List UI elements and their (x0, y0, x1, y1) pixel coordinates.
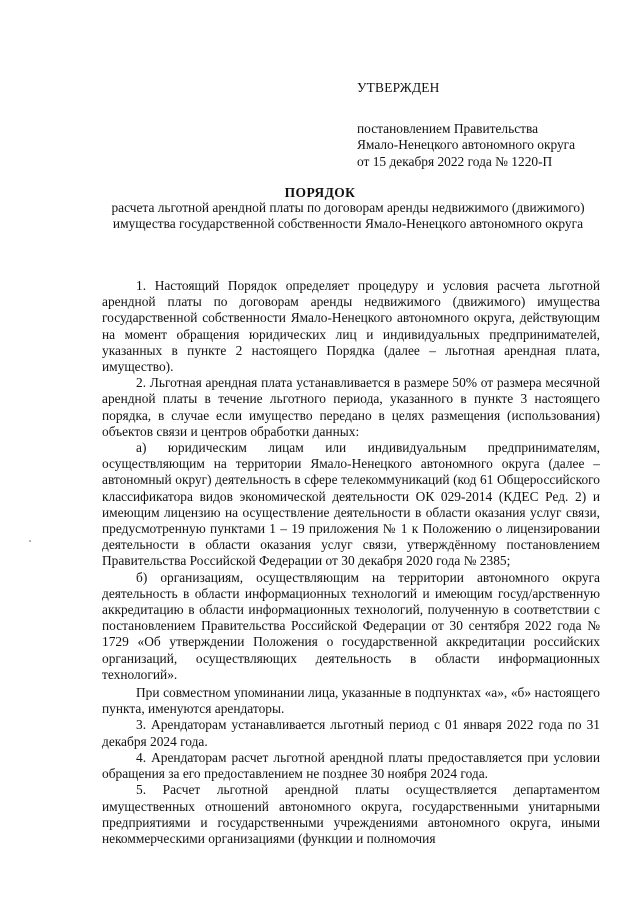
paragraph-4: 4. Арендаторам расчет льготной арендной платы предоставляется при условии обращения за его предоставлением не позднее 30 ноября 2024 года. (102, 749, 600, 782)
paragraph-1: 1. Настоящий Порядок определяет процедуру и условия расчета льготной арендной платы по договорам аренды недвижимого (движимого) имущества государственной собственности Ямало-Ненецкого автономного округа, действующим на момент обращения юридических лиц и индивидуальных предпринимателей, указанных в пункте 2 настоящего Порядка (далее – льготная арендная плата, имущество). (102, 278, 600, 375)
document-subtitle: расчета льготной арендной платы по договорам аренды недвижимого (движимого) имущества государственной собственности Ямало-Ненецкого автономного округа (111, 200, 585, 232)
scan-speck (29, 540, 31, 542)
document-title: ПОРЯДОК (284, 185, 356, 200)
approval-stamp (357, 80, 617, 170)
paragraph-3: 3. Арендаторам устанавливается льготный период с 01 января 2022 года по 31 декабря 2024 года. (102, 717, 600, 749)
document-body (102, 278, 600, 847)
approval-line-3: от 15 декабря 2022 года № 1220-П (357, 153, 553, 169)
approval-line-2: Ямало-Ненецкого автономного округа (357, 137, 576, 152)
approval-title: УТВЕРЖДЕН (357, 80, 440, 95)
paragraph-2-note: При совместном упоминании лица, указанные в подпунктах «а», «б» настоящего пункта, именуются арендаторы. (102, 685, 600, 717)
paragraph-2: 2. Льготная арендная плата устанавливается в размере 50% от размера месячной арендной платы в течение льготного периода, указанного в пункте 3 настоящего порядка, в случае если имущество передано в целях размещения (использования) объектов связи и центров обработки данных: (102, 375, 600, 439)
paragraph-5: 5. Расчет льготной арендной платы осуществляется департаментом имущественных отношений автономного округа, государственными унитарными предприятиями и государственными учреждениями автономного округа, иными некоммерческими организациями (функции и полномочия (102, 782, 600, 846)
approval-line-1: постановлением Правительства (357, 120, 539, 136)
paragraph-2a: а) юридическим лицам или индивидуальным предпринимателям, осуществляющим на территории Ямало-Ненецкого автономного округа (далее – автономный округ) деятельность в сфере телекоммуникаций (код 61 Общероссийского классификатора видов экономической деятельности ОК 029-2014 (КДЕС Ред. 2) и имеющим лицензию на осуществление деятельности в области оказания услуг связи, предусмотренную пунктами 1 – 19 приложения № 1 к Положению о лицензировании деятельности в области оказания услуг связи, утверждённому постановлением Правительства Российской Федерации от 30 декабря 2020 года № 2385; (102, 440, 600, 569)
paragraph-2b: б) организациям, осуществляющим на территории автономного округа деятельность в области информационных технологий и имеющим госуд/арственную аккредитацию в области информационных технологий, полученную в соответствии с постановлением Правительства Российской Федерации от 30 сентября 2022 года № 1729 «Об утверждении Положения о государственной аккредитации российских организаций, осуществляющих деятельность в области информационных технологий». (102, 569, 600, 682)
